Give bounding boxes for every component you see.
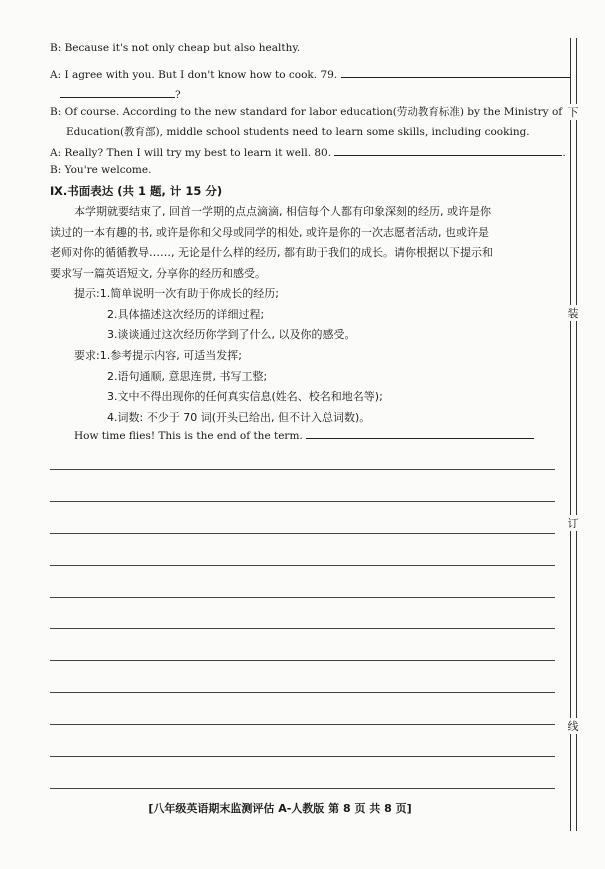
hint-1: 1.简单说明一次有助于你成长的经历; (99, 287, 279, 300)
binding-char-xia: 下 (567, 106, 579, 119)
answer-blank-79[interactable] (341, 66, 571, 78)
intro-line-1: 本学期就要结束了, 回首一学期的点点滴滴, 相信每个人都有印象深刻的经历, 或许是你 (74, 205, 491, 218)
answer-blank-79-cont[interactable] (60, 86, 175, 98)
section-intro (50, 202, 560, 284)
dialogue-a1-end: ? (175, 89, 181, 101)
answer-blank-80[interactable] (334, 144, 562, 156)
req-2: 2.语句通顺, 意思连贯, 书写工整; (107, 369, 268, 383)
dialogue-a1-text: A: I agree with you. But I don't know how to cook. 79. (50, 69, 338, 81)
dialogue-line-b3: B: You're welcome. (50, 164, 152, 176)
writing-line[interactable] (50, 756, 555, 757)
writing-line[interactable] (50, 501, 555, 502)
dialogue-line-b2-1: B: Of course. According to the new standard for labor education(劳动教育标准) by the Ministry of (50, 106, 563, 118)
intro-line-3: 老师对你的循循教导……, 无论是什么样的经历, 都有助于我们的成长。请你根据以下提示和 (50, 246, 493, 259)
hint-2: 2.具体描述这次经历的详细过程; (107, 307, 265, 321)
binding-line-outer (576, 38, 577, 831)
binding-char-ding: 订 (567, 517, 579, 530)
dialogue-a2-text: A: Really? Then I will try my best to learn it well. 80. (50, 147, 332, 159)
writing-line[interactable] (50, 597, 555, 598)
requirements-label: 要求: (74, 349, 100, 362)
req-4: 4.词数: 不少于 70 词(开头已给出, 但不计入总词数)。 (107, 410, 371, 424)
binding-char-xian: 线 (567, 720, 579, 733)
intro-line-4: 要求写一篇英语短文, 分享你的经历和感受。 (50, 266, 266, 280)
page-footer: [八年级英语期末监测评估 A-人教版 第 8 页 共 8 页] (148, 802, 412, 815)
essay-opening: How time flies! This is the end of the term. (74, 430, 303, 442)
writing-line[interactable] (50, 628, 555, 629)
dialogue-a2-end: . (562, 147, 566, 159)
intro-line-2: 读过的一本有趣的书, 或许是你和父母或同学的相处, 或许是你的一次志愿者活动, 也或许是 (50, 225, 489, 239)
section-title: Ⅸ.书面表达 (共 1 题, 计 15 分) (50, 184, 223, 198)
hints-label: 提示: (74, 287, 100, 300)
binding-line-inner (570, 38, 571, 831)
dialogue-line-a1-cont (60, 86, 181, 101)
hint-3: 3.谈谈通过这次经历你学到了什么, 以及你的感受。 (107, 328, 356, 341)
hints-block (74, 284, 356, 346)
dialogue-line-a1 (50, 66, 571, 81)
req-3: 3.文中不得出现你的任何真实信息(姓名、校名和地名等); (107, 390, 383, 403)
writing-line[interactable] (50, 533, 555, 534)
essay-opening-line (74, 427, 534, 442)
writing-line[interactable] (50, 660, 555, 661)
requirements-block (74, 346, 383, 428)
dialogue-line-b2-2: Education(教育部), middle school students need to learn some skills, including cooking. (66, 126, 530, 138)
dialogue-line-b1: B: Because it's not only cheap but also healthy. (50, 42, 301, 54)
writing-line[interactable] (50, 565, 555, 566)
writing-line[interactable] (50, 724, 555, 725)
essay-blank-first[interactable] (306, 427, 534, 439)
writing-line[interactable] (50, 469, 555, 470)
binding-char-zhuang: 装 (567, 307, 579, 320)
writing-line[interactable] (50, 692, 555, 693)
req-1: 1.参考提示内容, 可适当发挥; (99, 349, 242, 362)
dialogue-line-a2 (50, 144, 566, 159)
writing-line[interactable] (50, 788, 555, 789)
